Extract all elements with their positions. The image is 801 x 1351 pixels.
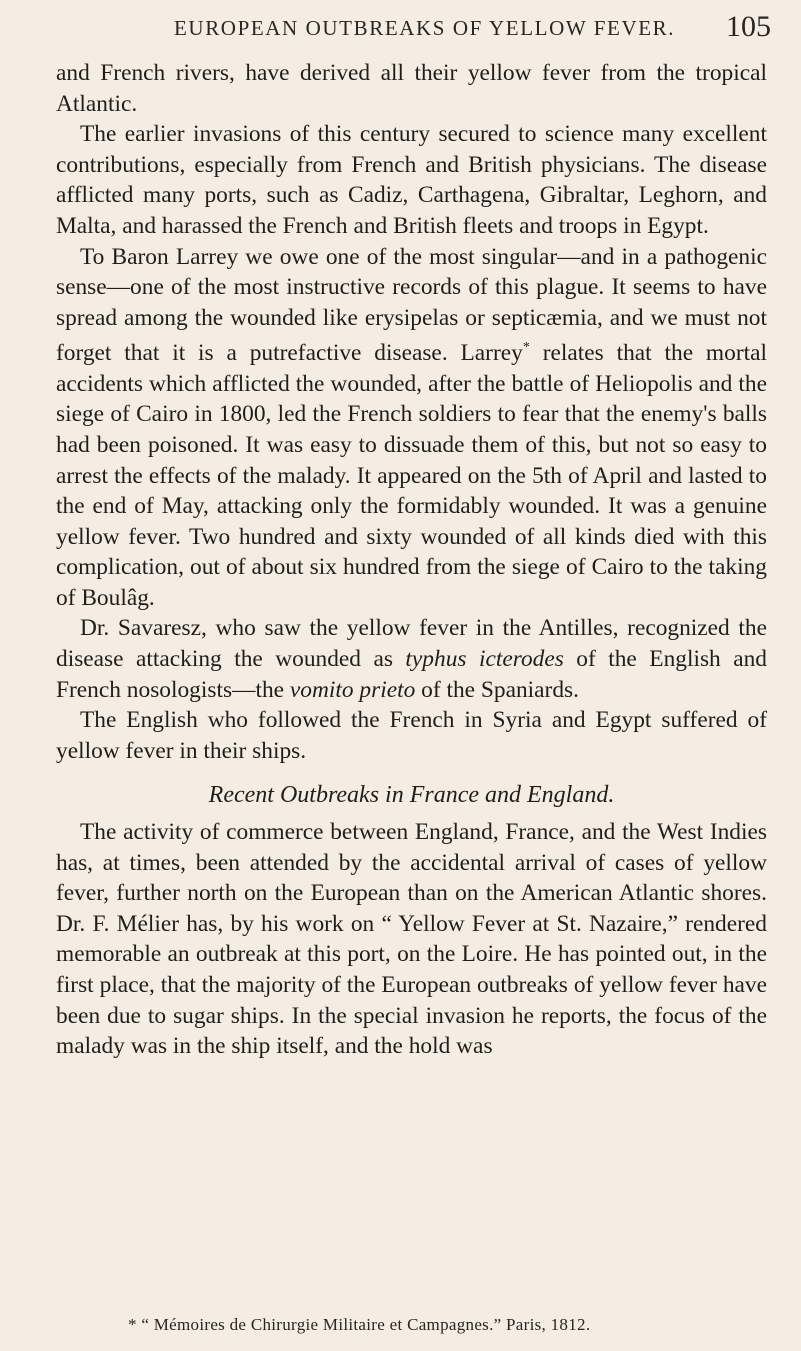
running-head	[56, 12, 773, 52]
paragraph-text: Dr. Savaresz, who saw the yellow fever in the Antilles, recognized the disease attacking the wounded as	[56, 615, 767, 673]
paragraph-text: The earlier invasions of this century secured to science many excellent contributions, especially from French and British physicians. The disease afflicted many ports, such as Cadiz, Carthagena, Gibraltar, Leghorn, and Malta, and harassed the French and British fleets and troops in Egypt.	[56, 121, 767, 239]
running-title: EUROPEAN OUTBREAKS OF YELLOW FEVER.	[174, 16, 676, 40]
paragraph-text: of the English and French nosologists—the	[56, 646, 767, 703]
paragraph-text: The English who followed the French in Syria and Egypt suffered of yellow fever in their ships.	[56, 707, 767, 764]
paragraph-savaresz	[56, 613, 767, 705]
paragraph-larrey	[56, 242, 767, 614]
paragraph-commerce	[56, 817, 767, 1062]
paragraph-continuation	[56, 58, 767, 119]
footnote: * “ Mémoires de Chirurgie Militaire et Campagnes.” Paris, 1812.	[128, 1315, 591, 1334]
paragraph-text: The activity of commerce between England, France, and the West Indies has, at times, been attended by the accidental arrival of cases of yellow fever, further north on the European than on the American Atlantic shores. Dr. F. Mélier has, by his work on “ Yellow Fever at St. Nazaire,” rendered memorable an outbreak at this port, on the Loire. He has pointed out, in the first place, that the majority of the European outbreaks of yellow fever have been due to sugar ships. In the special invasion he reports, the focus of the malady was in the ship itself, and the hold was	[56, 819, 767, 1060]
paragraph-text: relates that the mortal accidents which afflicted the wounded, after the battle of Heliopolis and the siege of Cairo in 1800, led the French soldiers to fear that the enemy's balls had been poisoned. It was easy to dissuade them of this, but not so easy to arrest the effects of the malady. It appeared on the 5th of April and lasted to the end of May, attacking only the formidably wounded. It was a genuine yellow fever. Two hundred and sixty wounded of all kinds died with this complication, out of about six hundred from the siege of Cairo to the taking of Boulâg.	[56, 340, 767, 611]
paragraph-earlier-invasions	[56, 119, 767, 241]
paragraph-english-syria	[56, 705, 767, 766]
footnote-marker: *	[522, 340, 530, 356]
paragraph-text: of the Spaniards.	[415, 676, 579, 703]
paragraph-text: To Baron Larrey we owe one of the most singular—and in a pathogenic sense—one of the most instructive records of this plague. It seems to have spread among the wounded like erysipelas or septicæmia, and we must not forget that it is a putrefactive disease. Larrey	[56, 243, 767, 367]
italic-term: typhus icterodes	[405, 646, 564, 673]
page-number: 105	[726, 10, 771, 43]
paragraph-text: and French rivers, have derived all their yellow fever from the tropical Atlantic.	[56, 60, 767, 117]
body-text	[56, 58, 767, 1062]
italic-term: vomito prieto	[289, 676, 416, 703]
section-heading: Recent Outbreaks in France and England.	[208, 782, 615, 809]
